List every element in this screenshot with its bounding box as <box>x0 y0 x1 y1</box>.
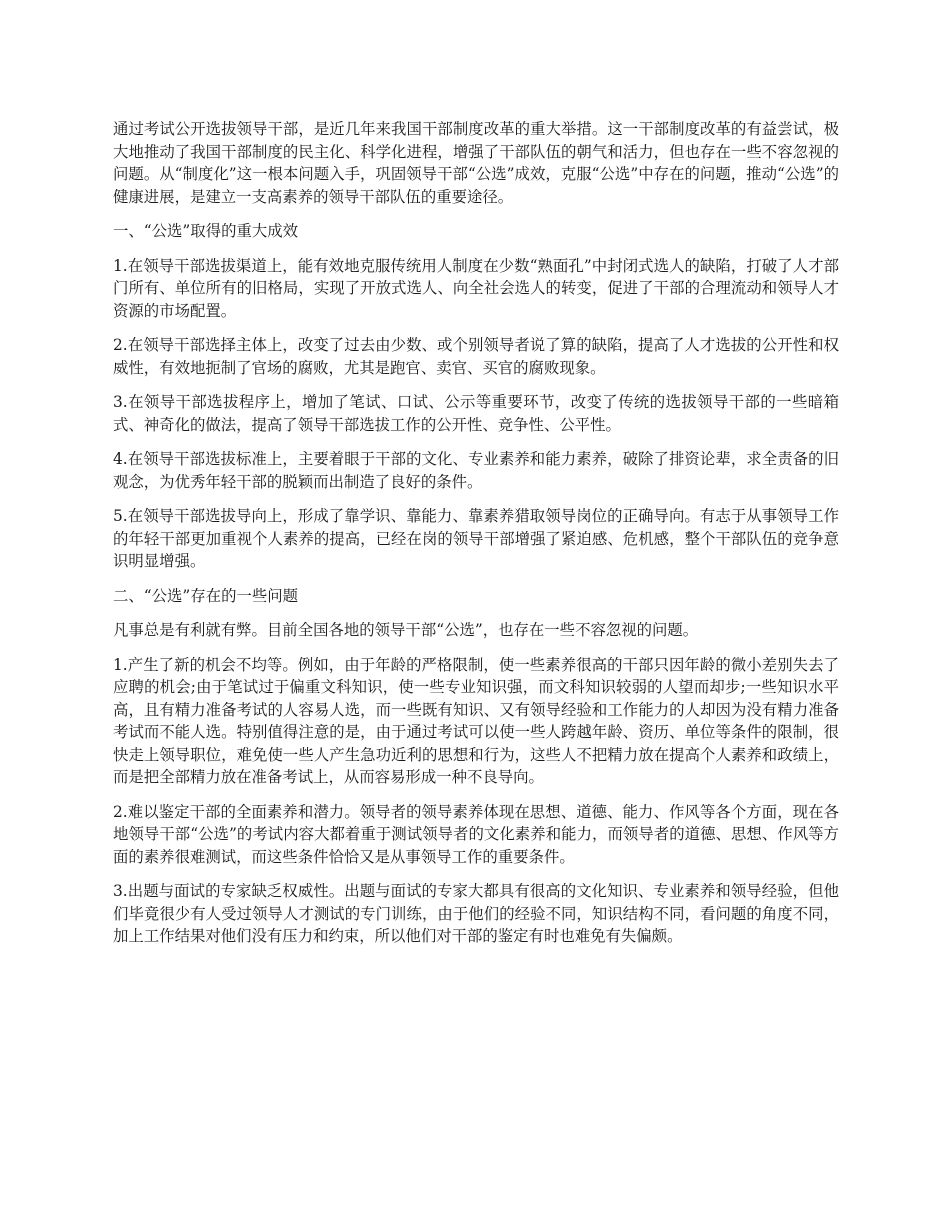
section-heading-achievements: 一、“公选”取得的重大成效 <box>113 222 299 240</box>
achievement-item-1: 1.在领导干部选拔渠道上，能有效地克服传统用人制度在少数“熟面孔”中封闭式选人的缺陷，打破了人才部门所有、单位所有的旧格局，实现了开放式选人、向全社会选人的转变，促进了干部的合理流动和领导人才资源的市场配置。 <box>113 256 839 320</box>
achievement-item-4: 4.在领导干部选拔标准上，主要着眼于干部的文化、专业素养和能力素养，破除了排资论辈，求全责备的旧观念，为优秀年轻干部的脱颖而出制造了良好的条件。 <box>113 450 839 491</box>
intro-paragraph: 通过考试公开选拔领导干部，是近几年来我国干部制度改革的重大举措。这一干部制度改革的有益尝试，极大地推动了我国干部制度的民主化、科学化进程，增强了干部队伍的朝气和活力，但也存在一些不容忽视的问题。从“制度化”这一根本问题入手，巩固领导干部“公选”成效，克服“公选”中存在的问题，推动“公选”的健康进展，是建立一支高素养的领导干部队伍的重要途径。 <box>113 120 839 206</box>
achievement-item-2: 2.在领导干部选择主体上，改变了过去由少数、或个别领导者说了算的缺陷，提高了人才选拔的公开性和权威性，有效地扼制了官场的腐败，尤其是跑官、卖官、买官的腐败现象。 <box>113 336 839 377</box>
document-body <box>113 118 839 960</box>
problem-item-3: 3.出题与面试的专家缺乏权威性。出题与面试的专家大都具有很高的文化知识、专业素养和领导经验，但他们毕竟很少有人受过领导人才测试的专门训练，由于他们的经验不同，知识结构不同，看问题的角度不同，加上工作结果对他们没有压力和约束，所以他们对干部的鉴定有时也难免有失偏颇。 <box>113 882 839 945</box>
problem-item-2: 2.难以鉴定干部的全面素养和潜力。领导者的领导素养体现在思想、道德、能力、作风等各个方面，现在各地领导干部“公选”的考试内容大都着重于测试领导者的文化素养和能力，而领导者的道德、思想、作风等方面的素养很难测试，而这些条件恰恰又是从事领导工作的重要条件。 <box>113 802 839 866</box>
problem-item-1: 1.产生了新的机会不均等。例如，由于年龄的严格限制，使一些素养很高的干部只因年龄的微小差别失去了应聘的机会;由于笔试过于偏重文科知识，使一些专业知识强，而文科知识较弱的人望而却步;一些知识水平高，且有精力准备考试的人容易人选，而一些既有知识、又有领导经验和工作能力的人却因为没有精力准备考试而不能人选。特别值得注意的是，由于通过考试可以使一些人跨越年龄、资历、单位等条件的限制，很快走上领导职位，难免使一些人产生急功近利的思想和行为，这些人不把精力放在提高个人素养和政绩上，而是把全部精力放在准备考试上，从而容易形成一种不良导向。 <box>113 655 839 786</box>
section-heading-problems: 二、“公选”存在的一些问题 <box>113 586 299 605</box>
achievement-item-3: 3.在领导干部选拔程序上，增加了笔试、口试、公示等重要环节，改变了传统的选拔领导干部的一些暗箱式、神奇化的做法，提高了领导干部选拔工作的公开性、竞争性、公平性。 <box>113 393 839 434</box>
problems-intro-paragraph: 凡事总是有利就有弊。目前全国各地的领导干部“公选”，也存在一些不容忽视的问题。 <box>113 621 699 639</box>
achievement-item-5: 5.在领导干部选拔导向上，形成了靠学识、靠能力、靠素养猎取领导岗位的正确导向。有志于从事领导工作的年轻干部更加重视个人素养的提高，已经在岗的领导干部增强了紧迫感、危机感，整个干部队伍的竞争意识明显增强。 <box>113 507 839 570</box>
